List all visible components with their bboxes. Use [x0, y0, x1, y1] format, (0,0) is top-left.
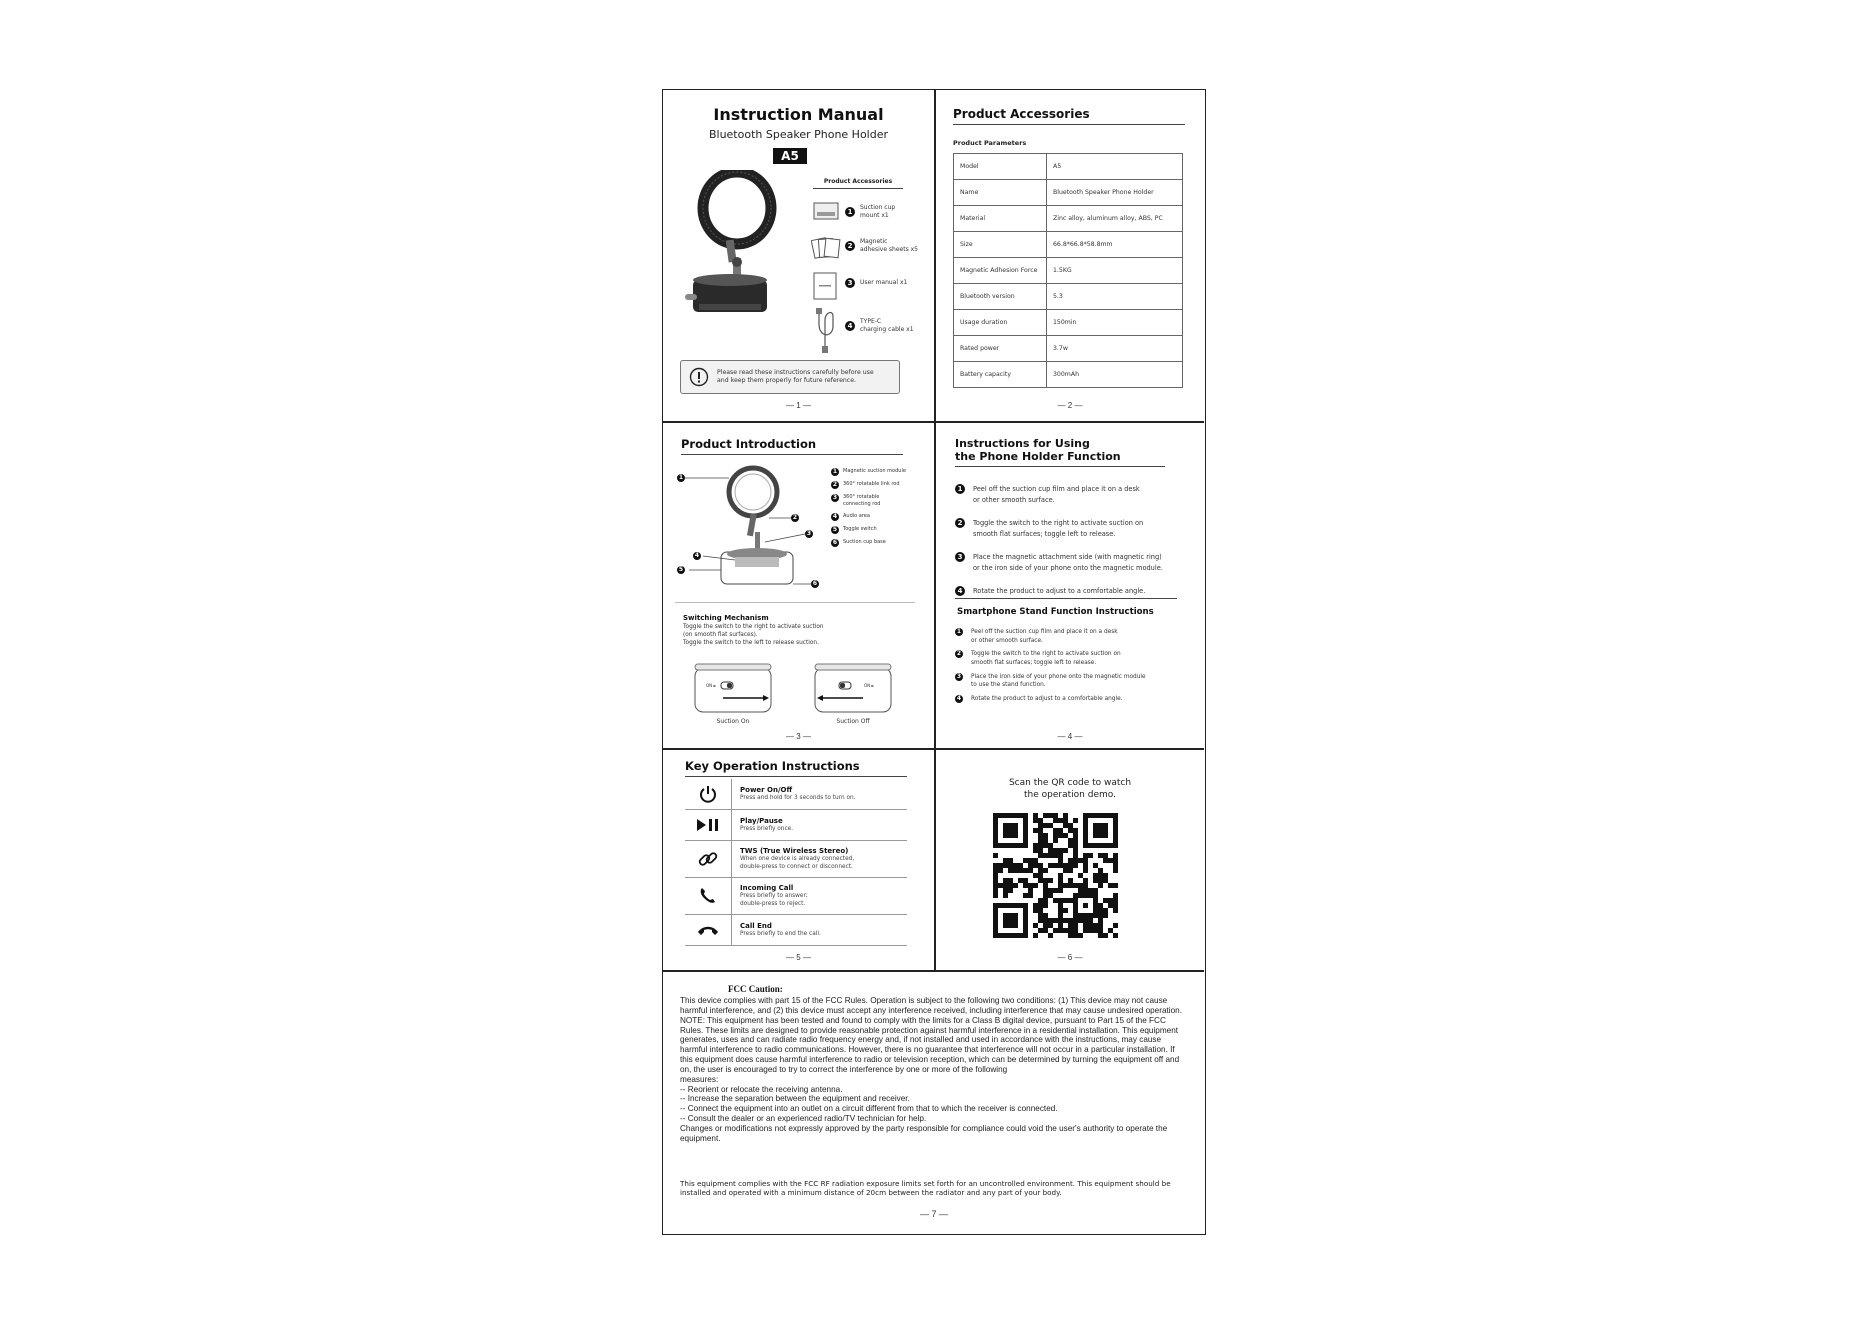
adhesive-sheets-icon: [811, 233, 841, 263]
stand-steps-list: [955, 628, 1195, 709]
legend-label: 360° rotatable: [843, 494, 880, 500]
parameters-table: [953, 153, 1183, 388]
page-number: — 5 —: [786, 953, 811, 962]
parameter-row: [954, 258, 1183, 284]
parameter-value: 3.7w: [1047, 336, 1183, 362]
manual-subtitle: Bluetooth Speaker Phone Holder: [708, 128, 889, 141]
fcc-paragraph: -- Reorient or relocate the receiving antenna.: [680, 1084, 843, 1094]
table-title: Product Parameters: [953, 139, 1027, 147]
legend-number-badge: 1: [832, 468, 838, 475]
step-number-badge: 3: [956, 672, 962, 680]
key-desc: double-press to connect or disconnect.: [740, 864, 853, 870]
parameter-value: 5.3: [1047, 284, 1183, 310]
key-row: [685, 810, 907, 841]
power-icon: [685, 784, 731, 804]
switch-text: Toggle the switch to the left to release suction.: [683, 639, 819, 646]
parameter-name: Material: [954, 206, 1047, 232]
model-badge: A5: [773, 148, 807, 164]
section-divider: [675, 602, 915, 603]
fcc-paragraph: Changes or modifications not expressly approved by the party responsible for compliance could void the user's authority to operate the equipment.: [680, 1123, 1168, 1143]
step-text: Toggle the switch to the right to activate suction on: [971, 651, 1121, 658]
parameter-row: [954, 362, 1183, 388]
parameter-name: Rated power: [954, 336, 1047, 362]
panel-parameters: [935, 90, 1205, 421]
title-line: the Phone Holder Function: [955, 450, 1121, 464]
callout-number: 6: [812, 580, 818, 587]
qr-code[interactable]: [993, 813, 1118, 938]
switch-mark: ON ►: [706, 683, 717, 688]
phone-incoming-icon: [685, 886, 731, 906]
legend-number-badge: 2: [832, 481, 838, 488]
key-desc: Press briefly once.: [740, 825, 794, 832]
legend-item: [831, 526, 931, 534]
suction-off-label: Suction Off: [836, 718, 870, 725]
step-text: Rotate the product to adjust to a comfortable angle.: [971, 696, 1123, 703]
link-icon: [685, 848, 731, 870]
notice-text: and keep them properly for future reference.: [717, 377, 856, 384]
key-title: Power On/Off: [740, 785, 793, 794]
legend-item: [831, 494, 931, 508]
key-desc: Press briefly to answer;: [740, 892, 808, 899]
key-desc: When one device is already connected,: [740, 855, 855, 862]
step-number-badge: 3: [955, 552, 965, 562]
panel-key-operations: [663, 749, 934, 970]
legend-number-badge: 3: [832, 494, 838, 501]
panel-product-introduction: [663, 422, 934, 748]
stand-step: [955, 673, 1195, 690]
parameter-row: [954, 180, 1183, 206]
stand-title: Smartphone Stand Function Instructions: [957, 607, 1154, 617]
parameter-row: [954, 232, 1183, 258]
parameter-row: [954, 154, 1183, 180]
parameter-name: Bluetooth version: [954, 284, 1047, 310]
panel-cover: [663, 90, 934, 421]
qr-text: the operation demo.: [1024, 790, 1116, 801]
charging-cable-icon: [811, 308, 841, 354]
callout-number: 1: [678, 474, 684, 481]
instruction-step: [955, 552, 1195, 573]
accessory-item: [845, 278, 907, 288]
suction-on-diagram: [693, 662, 773, 714]
accessory-number-badge: 1: [845, 207, 855, 217]
callout-number: 2: [792, 514, 798, 521]
parameter-value: 150min: [1047, 310, 1183, 336]
panel-title: Key Operation Instructions: [685, 759, 907, 777]
stand-step: [955, 650, 1195, 667]
step-text: to use the stand function.: [971, 682, 1046, 689]
qr-text: Scan the QR code to watch: [1008, 778, 1132, 788]
instruction-step: [955, 518, 1195, 539]
legend-number-badge: 6: [832, 538, 838, 546]
key-desc: Press and hold for 3 seconds to turn on.: [740, 794, 856, 801]
suction-off-diagram: [813, 662, 893, 714]
step-text: or other smooth surface.: [971, 637, 1043, 644]
fcc-body: [680, 996, 1188, 1144]
legend-number-badge: 5: [832, 525, 838, 533]
fcc-heading: FCC Caution:: [728, 984, 783, 994]
instruction-step: [955, 586, 1195, 597]
parameter-name: Size: [954, 232, 1047, 258]
key-row: [685, 841, 907, 878]
step-text: smooth flat surfaces; toggle left to release.: [971, 660, 1097, 667]
switch-text: Toggle the switch to the right to activate suction: [683, 624, 824, 630]
callout-number: 3: [806, 530, 812, 537]
user-manual-icon: [813, 272, 837, 300]
page-number: — 6 —: [1057, 953, 1083, 962]
fcc-paragraph: -- Consult the dealer or an experienced radio/TV technician for help.: [680, 1114, 927, 1124]
stand-step: [955, 628, 1195, 645]
accessory-number-badge: 3: [845, 278, 855, 288]
parameter-name: Name: [954, 180, 1047, 206]
key-desc: Press briefly to end the call.: [740, 930, 821, 937]
phone-hangup-icon: [685, 924, 731, 936]
step-number-badge: 1: [955, 484, 965, 494]
notice-text: Please read these instructions carefully before use: [717, 368, 874, 376]
page-number: — 2 —: [1057, 401, 1083, 410]
fcc-paragraph: -- Connect the equipment into an outlet on a circuit different from that to which the receiver is connected.: [680, 1104, 1058, 1114]
legend-item: [831, 481, 931, 489]
step-number-badge: 2: [956, 650, 962, 658]
parameter-name: Usage duration: [954, 310, 1047, 336]
accessory-number-badge: 4: [845, 321, 855, 331]
accessory-label: TYPE-C: [860, 318, 882, 325]
step-text: Toggle the switch to the right to activate suction on: [973, 519, 1144, 528]
qr-instruction: [935, 777, 1205, 801]
step-text: smooth flat surfaces; toggle left to release.: [973, 529, 1116, 538]
play-pause-icon: [685, 818, 731, 832]
legend-label: Audio area: [843, 512, 870, 519]
parameter-name: Model: [954, 154, 1047, 180]
switch-mark: ON ►: [864, 683, 875, 688]
panel-usage-instructions: [935, 422, 1205, 748]
page-number: — 1 —: [786, 401, 811, 410]
step-text: Rotate the product to adjust to a comfortable angle.: [973, 587, 1146, 596]
legend-number-badge: 4: [832, 512, 838, 520]
parameter-row: [954, 206, 1183, 232]
accessory-item: [845, 204, 895, 220]
title-line: Instructions for Using: [955, 437, 1090, 450]
parameter-name: Magnetic Adhesion Force: [954, 258, 1047, 284]
key-title: TWS (True Wireless Stereo): [740, 846, 849, 855]
parameter-value: Zinc alloy, aluminum alloy, ABS, PC: [1047, 206, 1183, 232]
parameter-row: [954, 284, 1183, 310]
parameter-value: 1.5KG: [1047, 258, 1183, 284]
parameter-value: Bluetooth Speaker Phone Holder: [1047, 180, 1183, 206]
legend-label: Toggle switch: [843, 525, 877, 532]
accessory-number-badge: 2: [845, 241, 855, 251]
panel-qr-code: [935, 749, 1205, 970]
step-number-badge: 4: [956, 695, 962, 703]
notice-box: [680, 360, 900, 394]
instruction-step: [955, 484, 1195, 505]
step-number-badge: 1: [956, 628, 962, 635]
keys-list: [685, 779, 907, 946]
warning-icon: [689, 367, 709, 387]
accessories-heading: Product Accessories: [813, 178, 903, 189]
key-title: Play/Pause: [740, 816, 783, 825]
switch-text: (on smooth flat surfaces).: [683, 631, 758, 638]
fcc-paragraph: measures:: [680, 1074, 719, 1084]
callout-number: 5: [678, 566, 684, 573]
manual-title: Instruction Manual: [713, 105, 884, 124]
suction-on-label: Suction On: [716, 718, 750, 725]
accessory-label: mount x1: [860, 212, 889, 220]
manual-sheet: [662, 89, 1206, 1235]
parameter-value: A5: [1047, 154, 1183, 180]
legend-label: connecting rod: [843, 500, 881, 507]
parameter-row: [954, 310, 1183, 336]
panel-title: Product Accessories: [953, 107, 1185, 125]
accessory-label: Magnetic: [860, 238, 888, 245]
suction-cup-mount-icon: [813, 200, 839, 222]
step-text: Place the magnetic attachment side (with magnetic ring): [973, 553, 1162, 562]
legend-label: 360° rotatable link rod: [843, 481, 900, 487]
fcc-paragraph: NOTE: This equipment has been tested and found to comply with the limits for a Class B digital device, pursuant to Part 15 of the FCC Rules. These limits are designed to provide reasonable protection against harmful interference in a residential installation. This equipment generates, uses and can radiate radio frequency energy and, if not installed and used in accordance with the instructions, may cause harmful interference to radio communications. However, there is no guarantee that interference will not occur in a particular installation. If this equipment does cause harmful interference to radio or television reception, which can be determined by turning the equipment off and on, the user is encouraged to try to correct the interference by one or more of the following: [680, 1015, 1180, 1074]
page-number: — 4 —: [1057, 732, 1083, 741]
legend-label: Magnetic suction module: [843, 468, 906, 474]
key-title: Incoming Call: [740, 883, 794, 892]
legend-item: [831, 513, 931, 521]
step-text: Peel off the suction cup film and place it on a desk: [973, 485, 1140, 493]
fcc-paragraph: This device complies with part 15 of the FCC Rules. Operation is subject to the following two conditions: (1) This device may not cause harmful interference, and (2) this device must accept any interference received, including interference that may cause undesired operation.: [680, 996, 1182, 1015]
rf-statement: This equipment complies with the FCC RF radiation exposure limits set forth for an uncontrolled environment. This equipment should be installed and operated with a minimum distance of 20cm between the radiator and any part of your body.: [680, 1179, 1171, 1198]
step-text: Place the iron side of your phone onto the magnetic module: [971, 673, 1146, 680]
parameter-value: 66.8*66.8*58.8mm: [1047, 232, 1183, 258]
switch-heading: Switching Mechanism: [683, 614, 769, 622]
product-diagram: [673, 462, 833, 592]
callout-number: 4: [694, 552, 700, 559]
parameter-value: 300mAh: [1047, 362, 1183, 388]
key-row: [685, 779, 907, 810]
section-divider: [955, 598, 1177, 599]
product-image: [675, 170, 795, 320]
key-row: [685, 915, 907, 946]
parameter-name: Battery capacity: [954, 362, 1047, 388]
page-number: — 7 —: [919, 1209, 948, 1219]
step-number-badge: 2: [955, 518, 965, 528]
panel-title: Product Introduction: [681, 437, 903, 455]
accessory-item: [845, 318, 914, 334]
step-text: Peel off the suction cup film and place it on a desk: [971, 629, 1118, 635]
component-legend: [831, 468, 931, 552]
legend-label: Suction cup base: [843, 538, 886, 545]
step-number-badge: 4: [955, 586, 965, 596]
accessory-label: User manual x1: [860, 278, 908, 286]
panel-fcc: [663, 971, 1205, 1234]
stand-step: [955, 695, 1195, 704]
step-text: or other smooth surface.: [973, 495, 1055, 504]
accessory-label: Suction cup: [860, 204, 896, 211]
step-text: or the iron side of your phone onto the magnetic module.: [973, 563, 1163, 572]
legend-item: [831, 539, 931, 547]
key-desc: double-press to reject.: [740, 901, 806, 907]
key-title: Call End: [740, 921, 772, 930]
page-number: — 3 —: [786, 732, 811, 741]
key-row: [685, 878, 907, 915]
accessory-label: charging cable x1: [860, 326, 914, 334]
accessory-item: [845, 238, 918, 254]
accessory-label: adhesive sheets x5: [860, 246, 918, 254]
legend-item: [831, 468, 931, 476]
steps-list: [955, 484, 1195, 610]
panel-title: [955, 437, 1165, 467]
fcc-paragraph: -- Increase the separation between the equipment and receiver.: [680, 1094, 910, 1104]
parameter-row: [954, 336, 1183, 362]
